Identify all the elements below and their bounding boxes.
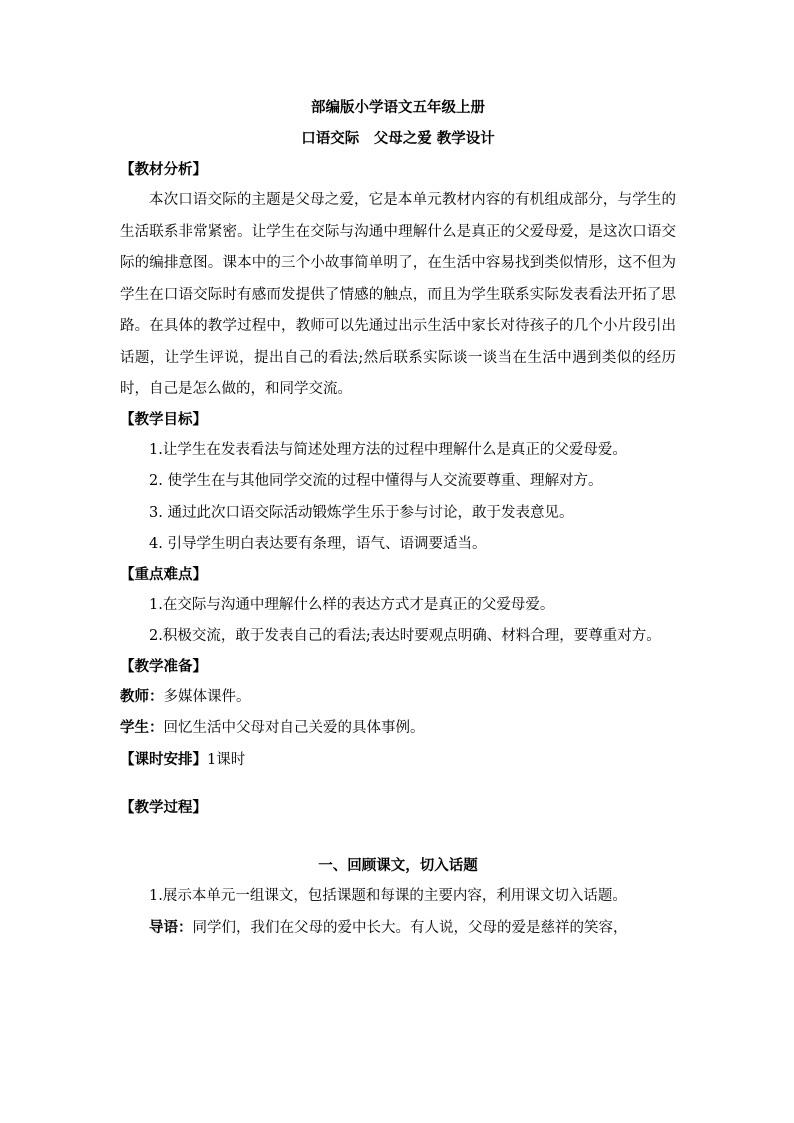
- document-subtitle: 口语交际 父母之爱 教学设计: [301, 131, 495, 147]
- schedule-line: [120, 745, 676, 777]
- analysis-paragraph: 本次口语交际的主题是父母之爱，它是本单元教材内容的有机组成部分，与学生的生活联系非常紧密。让学生在交际与沟通中理解什么是真正的父爱母爱，是这次口语交际的编排意图。课本中的三个小故事简单明了，在生活中容易找到类似情形，这不但为学生在口语交际时有感而发提供了情感的触点，而且为学生联系实际发表看法开拓了思路。在具体的教学过程中，教师可以先通过出示生活中家长对待孩子的几个小片段引出话题，让学生评说，提出自己的看法;然后联系实际谈一谈当在生活中遇到类似的经历时，自己是怎么做的，和同学交流。: [120, 192, 676, 397]
- goal-item-4: 4. 引导学生明白表达要有条理，语气、语调要适当。: [149, 536, 487, 552]
- prep-student-text: 回忆生活中父母对自己关爱的具体事例。: [163, 720, 425, 736]
- prep-student-label: 学生：: [120, 720, 164, 736]
- prep-teacher-line: [120, 682, 676, 714]
- key-point-1: 1.在交际与沟通中理解什么样的表达方式才是真正的父爱母爱。: [149, 596, 555, 613]
- analysis-heading: 【教材分析】: [120, 162, 207, 178]
- process-heading: 【教学过程】: [120, 800, 207, 816]
- prep-teacher-text: 多媒体课件。: [163, 688, 251, 705]
- intro-label: 导语：: [149, 919, 193, 936]
- preparation-heading: 【教学准备】: [120, 658, 207, 675]
- prep-student-line: [120, 713, 676, 745]
- section1-heading: 一、回顾课文，切入话题: [318, 858, 478, 874]
- prep-teacher-label: 教师：: [120, 688, 164, 705]
- key-points-heading: 【重点难点】: [120, 566, 207, 583]
- document-title: 部编版小学语文五年级上册: [311, 100, 485, 116]
- section1-item: 1.展示本单元一组课文，包括课题和每课的主要内容，利用课文切入话题。: [149, 888, 627, 904]
- document-page: [120, 98, 676, 944]
- goals-heading: 【教学目标】: [120, 411, 207, 428]
- goal-item-2: 2. 使学生在与其他同学交流的过程中懂得与人交流要尊重、理解对方。: [149, 473, 603, 489]
- goal-item-3: 3. 通过此次口语交际活动锻炼学生乐于参与讨论，敢于发表意见。: [149, 504, 574, 521]
- schedule-text: 1课时: [207, 751, 246, 768]
- goal-item-1: 1.让学生在发表看法与简述处理方法的过程中理解什么是真正的父爱母爱。: [149, 441, 627, 458]
- intro-text: 同学们，我们在父母的爱中长大。有人说，父母的爱是慈祥的笑容，: [192, 919, 628, 936]
- schedule-label: 【课时安排】: [120, 751, 207, 768]
- intro-line: [120, 913, 676, 945]
- key-point-2: 2.积极交流，敢于发表自己的看法;表达时要观点明确、材料合理，要尊重对方。: [149, 628, 661, 644]
